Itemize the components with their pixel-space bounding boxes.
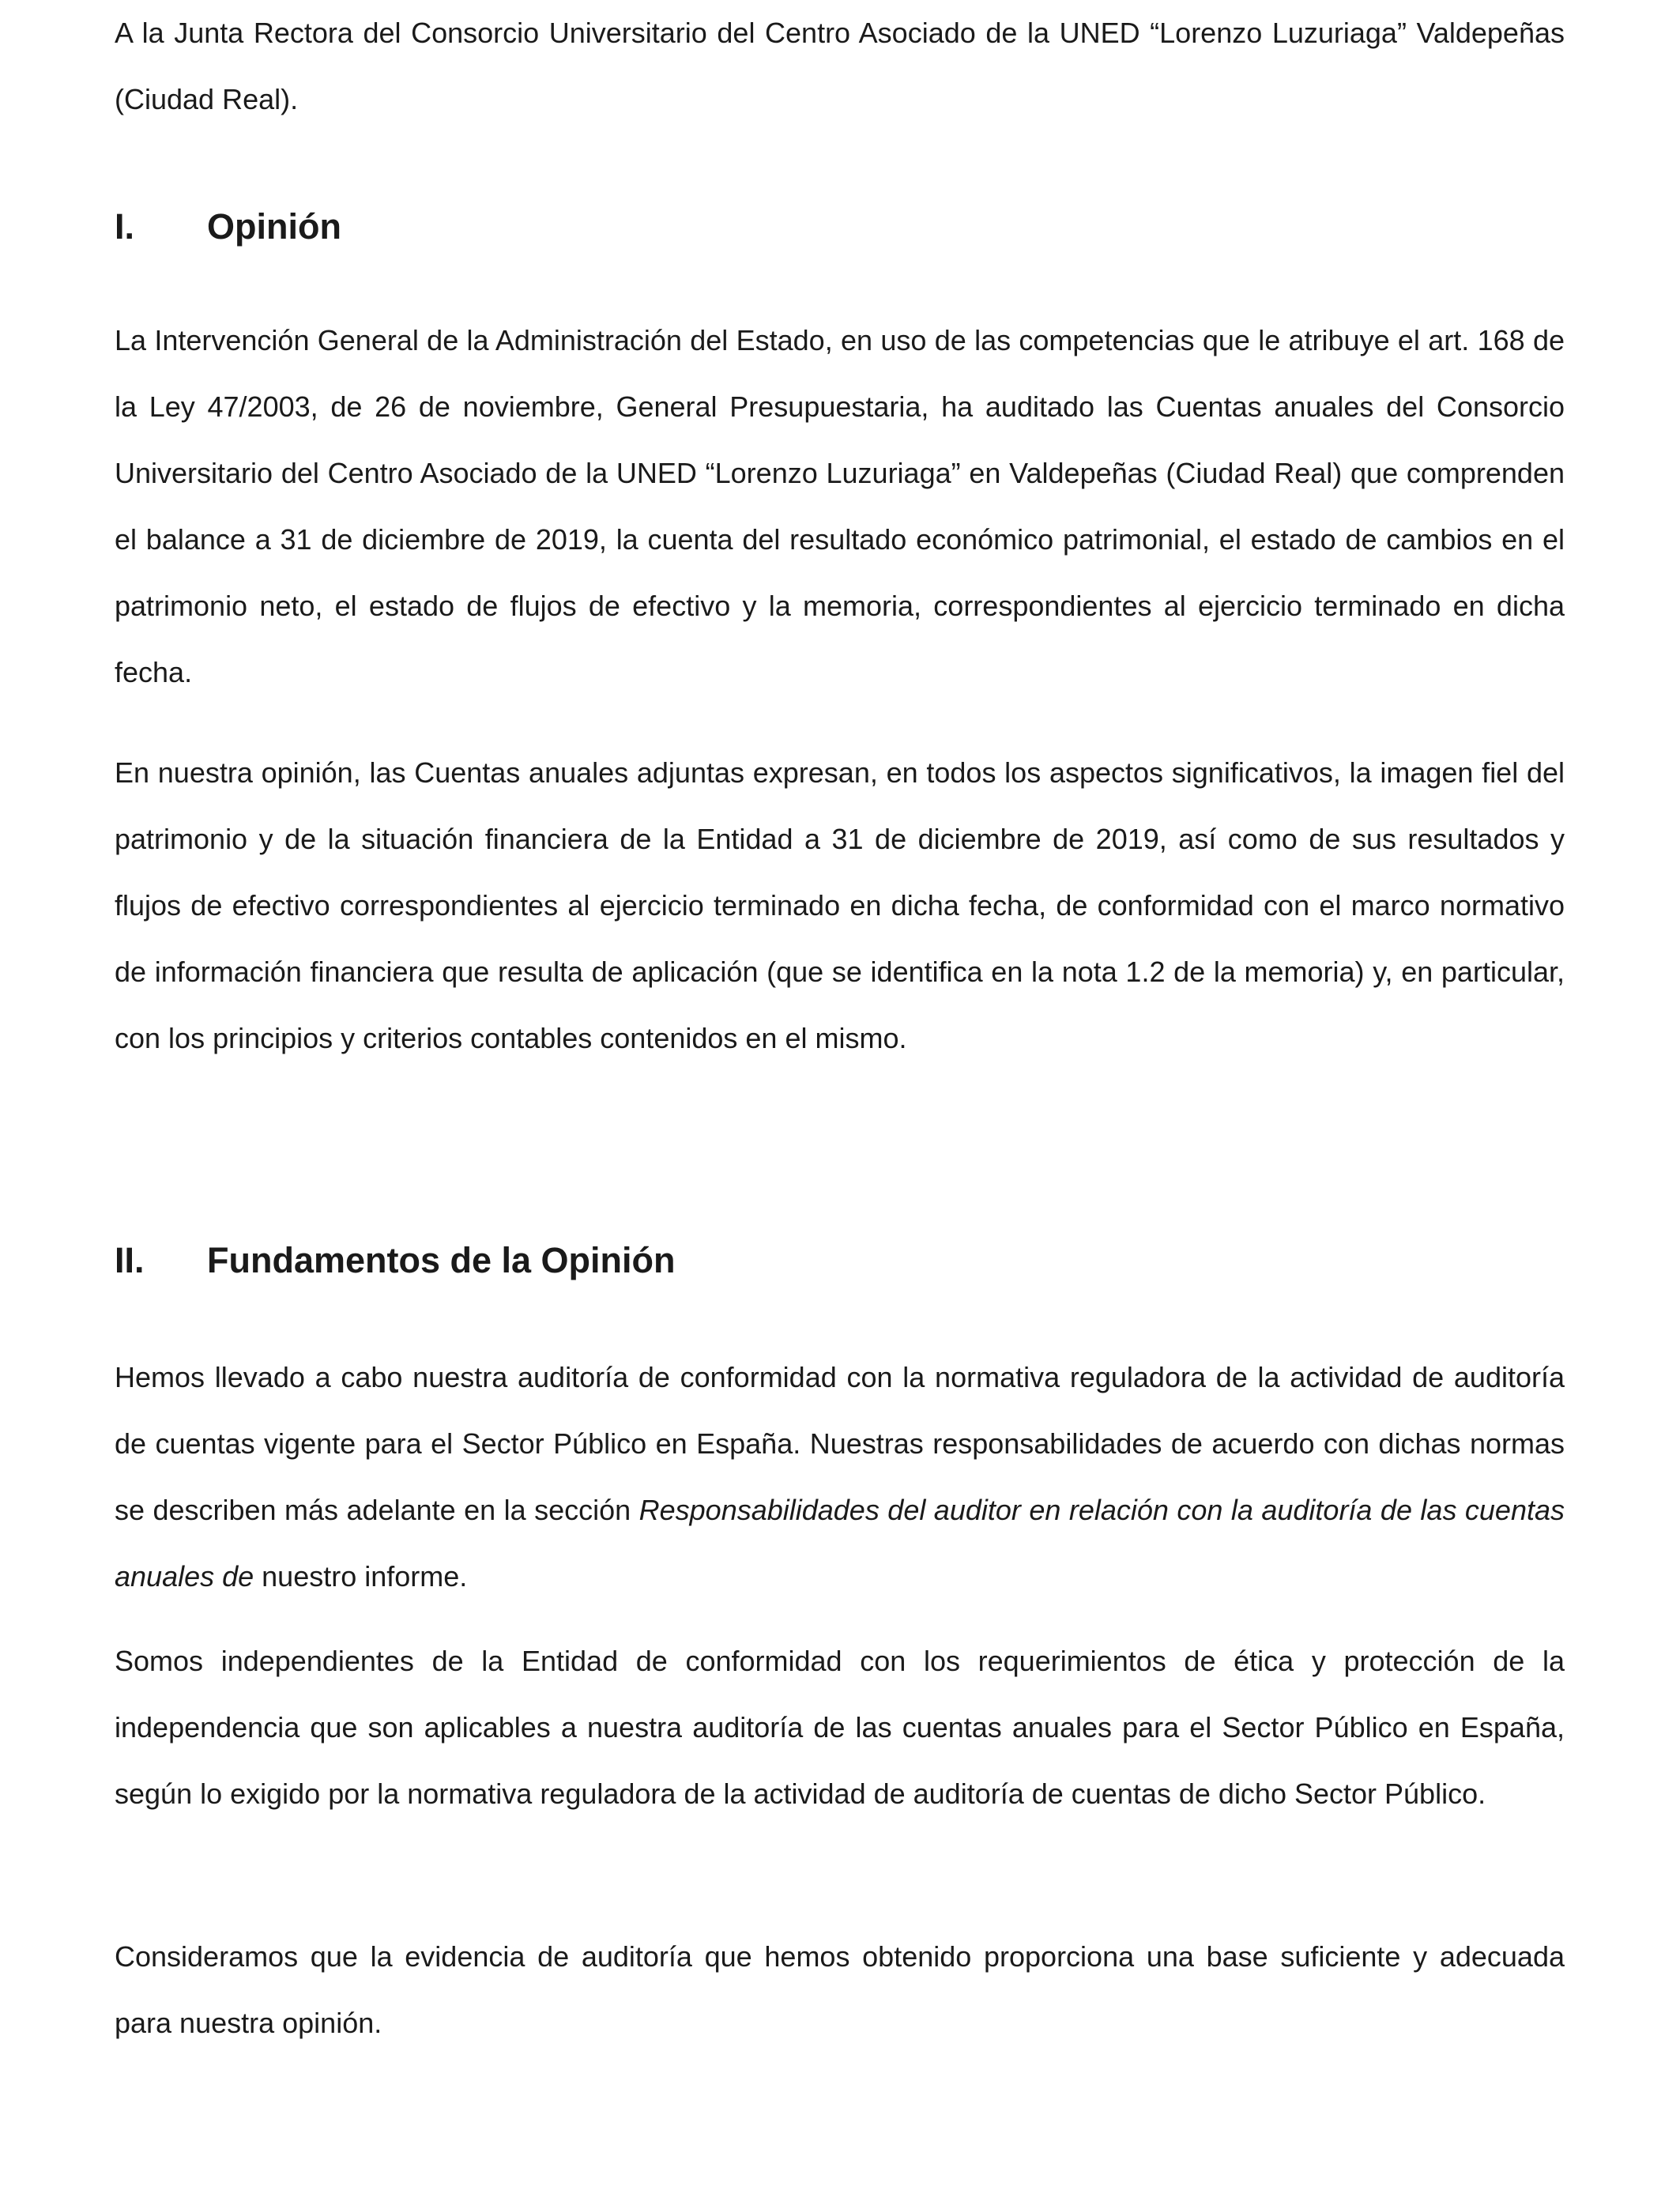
section-number: II.: [115, 1240, 145, 1280]
addressee-paragraph: A la Junta Rectora del Consorcio Universitario del Centro Asociado de la UNED “Lorenzo Luzuriaga” Valdepeñas (Ciudad Real).: [115, 17, 1565, 115]
fundamentos-paragraph-2: Somos independientes de la Entidad de conformidad con los requerimientos de ética y protección de la independencia que son aplicables a nuestra auditoría de las cuentas anuales para el Sector Público en España, según lo exigido por la normativa reguladora de la actividad de auditoría de cuentas de dicho Sector Público.: [115, 1645, 1565, 1810]
opinion-paragraph-2: En nuestra opinión, las Cuentas anuales adjuntas expresan, en todos los aspectos significativos, la imagen fiel del patrimonio y de la situación financiera de la Entidad a 31 de diciembre de 2019, así como de sus resultados y flujos de efectivo correspondientes al ejercicio terminado en dicha fecha, de conformidad con el marco normativo de información financiera que resulta de aplicación (que se identifica en la nota 1.2 de la memoria) y, en particular, con los principios y criterios contables contenidos en el mismo.: [115, 756, 1565, 1054]
paragraph-text: Hemos llevado a cabo nuestra auditoría de conformidad con la normativa reguladora de la actividad de auditoría de cuentas vigente para el Sector Público en España. Nuestras responsabilidades de acuerdo con dichas normas se describen más adelante en la sección: [115, 1361, 1565, 1526]
section-title: Fundamentos de la Opinión: [207, 1240, 676, 1280]
section-heading-fundamentos: [115, 1227, 1565, 1294]
section-heading-opinion: [115, 194, 1565, 260]
italic-section-reference: Responsabilidades del auditor en relación con la auditoría de las cuentas anuales de: [115, 1494, 1565, 1593]
fundamentos-paragraph-1: [115, 1344, 1565, 1610]
paragraph-text: nuestro informe.: [254, 1560, 468, 1593]
fundamentos-paragraph-3: Consideramos que la evidencia de auditoría que hemos obtenido proporciona una base suficiente y adecuada para nuestra opinión.: [115, 1940, 1565, 2039]
section-number: I.: [115, 206, 135, 247]
opinion-paragraph-1: La Intervención General de la Administración del Estado, en uso de las competencias que le atribuye el art. 168 de la Ley 47/2003, de 26 de noviembre, General Presupuestaria, ha auditado las Cuentas anuales del Consorcio Universitario del Centro Asociado de la UNED “Lorenzo Luzuriaga” en Valdepeñas (Ciudad Real) que comprenden el balance a 31 de diciembre de 2019, la cuenta del resultado económico patrimonial, el estado de cambios en el patrimonio neto, el estado de flujos de efectivo y la memoria, correspondientes al ejercicio terminado en dicha fecha.: [115, 324, 1565, 688]
section-title: Opinión: [207, 206, 341, 247]
